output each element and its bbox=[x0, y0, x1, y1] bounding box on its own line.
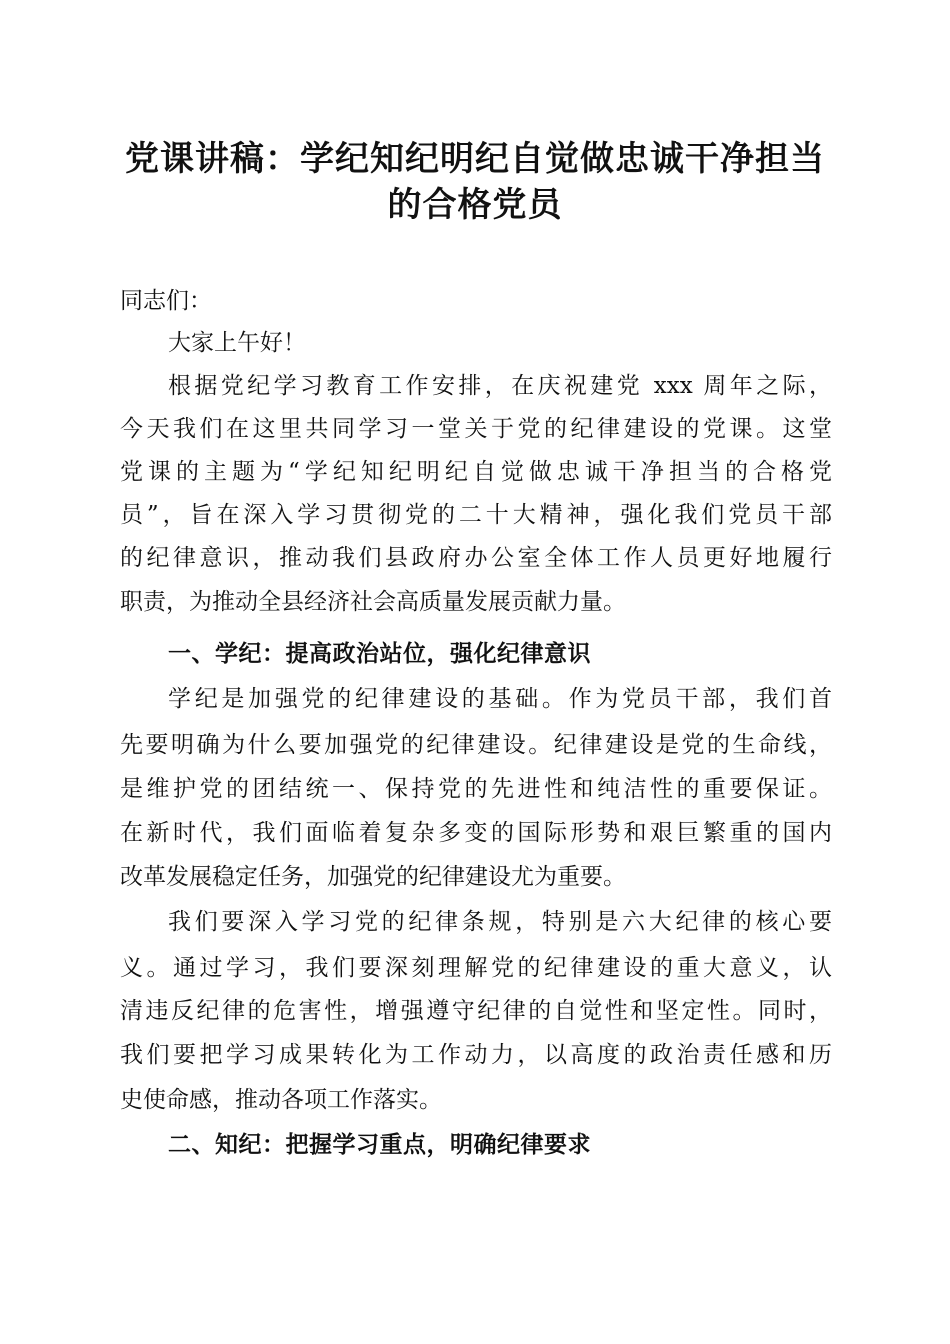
intro-line: 的纪律意识，推动我们县政府办公室全体工作人员更好地履行 bbox=[120, 545, 832, 571]
section-1-para-2-line: 我们要深入学习党的纪律条规，特别是六大纪律的核心要 bbox=[168, 909, 832, 935]
intro-line: 职责，为推动全县经济社会高质量发展贡献力量。 bbox=[120, 589, 626, 615]
section-1-para-1-line: 在新时代，我们面临着复杂多变的国际形势和艰巨繁重的国内 bbox=[120, 820, 832, 846]
section-1-heading: 一、学纪：提高政治站位，强化纪律意识 bbox=[168, 641, 591, 667]
greeting: 大家上午好！ bbox=[168, 330, 306, 356]
intro-line: 今天我们在这里共同学习一堂关于党的纪律建设的党课。这堂 bbox=[120, 416, 832, 442]
section-2-heading: 二、知纪：把握学习重点，明确纪律要求 bbox=[168, 1132, 591, 1158]
document-title-line-2: 的合格党员 bbox=[387, 185, 563, 225]
section-1-para-1-line: 改革发展稳定任务，加强党的纪律建设尤为重要。 bbox=[120, 864, 626, 890]
section-1-para-2-line: 清违反纪律的危害性，增强遵守纪律的自觉性和坚定性。同时， bbox=[120, 998, 832, 1024]
salutation: 同志们： bbox=[120, 288, 212, 314]
intro-line: 党课的主题为“学纪知纪明纪自觉做忠诚干净担当的合格党 bbox=[120, 459, 832, 485]
section-1-para-2-line: 义。通过学习，我们要深刻理解党的纪律建设的重大意义，认 bbox=[120, 955, 832, 981]
section-1-para-2-line: 我们要把学习成果转化为工作动力，以高度的政治责任感和历 bbox=[120, 1042, 832, 1068]
intro-line: 员”，旨在深入学习贯彻党的二十大精神，强化我们党员干部 bbox=[120, 502, 832, 528]
section-1-para-2-line: 史使命感，推动各项工作落实。 bbox=[120, 1087, 442, 1113]
intro-line: 根据党纪学习教育工作安排，在庆祝建党 xxx 周年之际， bbox=[168, 373, 832, 399]
document-title-line-1: 党课讲稿：学纪知纪明纪自觉做忠诚干净担当 bbox=[125, 139, 825, 179]
section-1-para-1-line: 是维护党的团结统一、保持党的先进性和纯洁性的重要保证。 bbox=[120, 776, 832, 802]
section-1-para-1-line: 先要明确为什么要加强党的纪律建设。纪律建设是党的生命线， bbox=[120, 732, 832, 758]
section-1-para-1-line: 学纪是加强党的纪律建设的基础。作为党员干部，我们首 bbox=[168, 686, 832, 712]
